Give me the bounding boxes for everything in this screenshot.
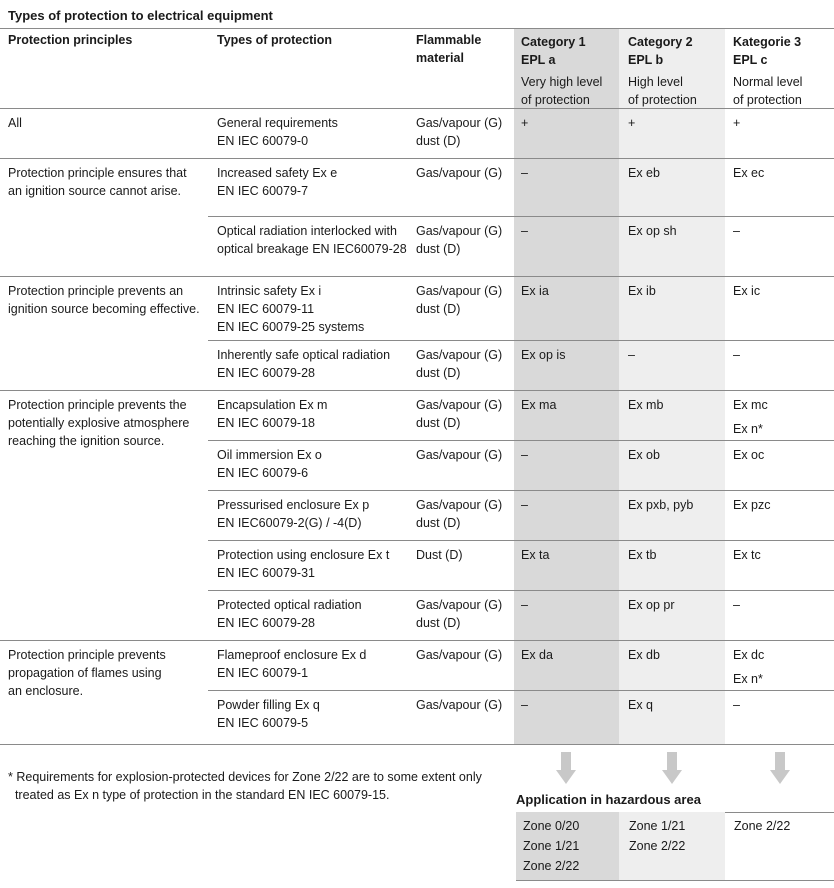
material-cell [416, 446, 502, 464]
category-2-cell [628, 696, 653, 714]
category-2-column-bg [619, 28, 725, 744]
material-cell-line: Gas/vapour (G) [416, 284, 503, 298]
protection-type-cell-line: EN IEC 60079-7 [217, 184, 309, 198]
category-1-cell-line: – [521, 224, 528, 238]
category-3-cell [733, 646, 764, 664]
row-divider [208, 340, 834, 341]
category-1-cell-line: – [521, 698, 528, 712]
principle-cell-line: Protection principle prevents an [8, 284, 184, 298]
header-category-1 [521, 33, 586, 69]
category-1-cell-line: Ex ta [521, 548, 550, 562]
category-2-cell [628, 546, 657, 564]
category-2-cell-line: Ex db [628, 648, 660, 662]
principle-cell-line: reaching the ignition source. [8, 434, 165, 448]
zone-label: Zone 2/22 [734, 819, 791, 833]
protection-type-cell-line: EN IEC 60079-11 [217, 302, 315, 316]
row-divider [0, 108, 834, 109]
protection-type-cell [217, 546, 389, 582]
category-1-cell [521, 496, 528, 514]
category-3-cell [733, 696, 740, 714]
category-3-cell-line: – [733, 224, 740, 238]
protection-type-cell-line: Protection using enclosure Ex t [217, 548, 390, 562]
category-2-cell-line: Ex op sh [628, 224, 677, 238]
category-3-cell-line: Ex ic [733, 284, 761, 298]
category-1-cell [521, 596, 528, 614]
principle-cell [8, 396, 189, 450]
material-cell-line: dust (D) [416, 616, 461, 630]
category-1-cell-line: Ex op is [521, 348, 566, 362]
row-divider [208, 540, 834, 541]
protection-type-cell [217, 282, 364, 336]
row-divider [0, 158, 834, 159]
protection-type-cell-line: EN IEC 60079-5 [217, 716, 309, 730]
material-cell [416, 546, 463, 564]
protection-type-cell-line: Intrinsic safety Ex i [217, 284, 322, 298]
principle-cell-line: ignition source becoming effective. [8, 302, 200, 316]
category-3-cell-line: – [733, 348, 740, 362]
divider [516, 880, 834, 881]
footnote-line: * Requirements for explosion-protected devices for Zone 2/22 are to some extent only [8, 770, 482, 784]
category-3-cell [733, 546, 761, 564]
material-cell [416, 164, 502, 182]
material-cell-line: Gas/vapour (G) [416, 698, 503, 712]
category-3-cell [733, 222, 740, 240]
category-1-cell [521, 222, 528, 240]
zone-label: Zone 2/22 [629, 839, 686, 853]
category-1-cell [521, 646, 553, 664]
principle-cell-line: propagation of flames using [8, 666, 162, 680]
category-3-cell [733, 164, 764, 182]
category-3-cell-line: Ex oc [733, 448, 765, 462]
material-cell-line: Dust (D) [416, 548, 463, 562]
header-types [217, 31, 332, 49]
table-title: Types of protection to electrical equipment [8, 8, 273, 23]
category-2-cell [628, 222, 677, 240]
category-1-cell [521, 696, 528, 714]
protection-type-cell-line: optical breakage EN IEC60079-28 [217, 242, 407, 256]
protection-type-cell [217, 114, 338, 150]
category-3-cell [733, 670, 763, 688]
header-flammable [416, 31, 481, 67]
category-2-cell [628, 282, 656, 300]
protection-type-cell-line: Oil immersion Ex o [217, 448, 322, 462]
header-category-2-desc-line: of protection [628, 93, 697, 107]
protection-type-cell-line: General requirements [217, 116, 338, 130]
principle-cell-line: Protection principle ensures that [8, 166, 187, 180]
category-1-cell [521, 164, 528, 182]
material-cell [416, 646, 502, 664]
protection-type-cell-line: EN IEC 60079-31 [217, 566, 315, 580]
protection-type-cell [217, 164, 337, 200]
protection-type-cell-line: EN IEC 60079-28 [217, 366, 315, 380]
category-2-cell-line: Ex pxb, pyb [628, 498, 694, 512]
zone-label: Zone 1/21 [629, 819, 686, 833]
header-category-3-desc-line: Normal level [733, 75, 803, 89]
category-3-cell-line: Ex pzc [733, 498, 771, 512]
category-2-cell [628, 114, 635, 132]
material-cell-line: dust (D) [416, 242, 461, 256]
header-category-1-line: Category 1 [521, 35, 586, 49]
principle-cell [8, 282, 200, 318]
row-divider [208, 216, 834, 217]
header-category-2-line: Category 2 [628, 35, 693, 49]
header-category-2 [628, 33, 693, 69]
material-cell-line: dust (D) [416, 302, 461, 316]
material-cell [416, 496, 502, 532]
protection-type-cell [217, 222, 407, 258]
header-category-3-line: EPL c [733, 53, 768, 67]
protection-type-cell-line: Inherently safe optical radiation [217, 348, 391, 362]
row-divider [0, 28, 834, 29]
material-cell [416, 114, 502, 150]
header-flammable-line: material [416, 51, 464, 65]
application-title: Application in hazardous area [516, 792, 701, 807]
protection-type-cell [217, 346, 390, 382]
header-principles-line: Protection principles [8, 33, 133, 47]
principle-cell [8, 646, 166, 700]
down-arrow-icon [556, 752, 576, 786]
category-2-cell-line: Ex ob [628, 448, 660, 462]
header-category-1-desc-line: Very high level [521, 75, 603, 89]
category-1-cell [521, 396, 556, 414]
row-divider [0, 744, 834, 745]
protection-type-cell-line: Powder filling Ex q [217, 698, 320, 712]
category-1-cell-line: + [521, 116, 529, 130]
category-1-cell [521, 446, 528, 464]
material-cell-line: dust (D) [416, 516, 461, 530]
protection-type-cell-line: Increased safety Ex e [217, 166, 338, 180]
category-2-cell [628, 596, 675, 614]
protection-type-cell [217, 446, 322, 482]
category-2-cell [628, 164, 660, 182]
principle-cell-line: an ignition source cannot arise. [8, 184, 182, 198]
category-1-column-bg [514, 28, 619, 744]
category-3-cell [733, 446, 764, 464]
category-3-cell [733, 396, 768, 414]
category-1-cell-line: – [521, 166, 528, 180]
category-2-cell-line: Ex q [628, 698, 654, 712]
header-category-2-desc-line: High level [628, 75, 683, 89]
category-2-cell-line: Ex eb [628, 166, 660, 180]
material-cell-line: dust (D) [416, 134, 461, 148]
zone-cell [629, 816, 685, 856]
protection-type-cell-line: EN IEC 60079-18 [217, 416, 315, 430]
category-2-cell-line: Ex tb [628, 548, 657, 562]
row-divider [0, 276, 834, 277]
principle-cell-line: Protection principle prevents the [8, 398, 187, 412]
footnote [8, 768, 482, 804]
material-cell-line: dust (D) [416, 416, 461, 430]
protection-type-cell-line: EN IEC 60079-28 [217, 616, 315, 630]
category-3-cell-line: + [733, 116, 741, 130]
protection-type-cell [217, 646, 366, 682]
protection-type-cell-line: EN IEC 60079-25 systems [217, 320, 365, 334]
category-1-cell-line: Ex da [521, 648, 553, 662]
category-2-cell [628, 496, 693, 514]
category-1-cell-line: Ex ma [521, 398, 557, 412]
row-divider [208, 690, 834, 691]
row-divider [0, 640, 834, 641]
material-cell-line: Gas/vapour (G) [416, 398, 503, 412]
category-1-cell [521, 114, 528, 132]
category-3-cell-line: Ex ec [733, 166, 765, 180]
category-3-cell-line: – [733, 698, 740, 712]
material-cell [416, 696, 502, 714]
principle-cell [8, 164, 187, 200]
category-3-cell-line: Ex n* [733, 422, 763, 436]
header-category-3 [733, 33, 801, 69]
material-cell-line: Gas/vapour (G) [416, 598, 503, 612]
material-cell [416, 596, 502, 632]
category-2-cell [628, 346, 635, 364]
protection-type-cell-line: EN IEC60079-2(G) / -4(D) [217, 516, 362, 530]
category-1-cell-line: – [521, 448, 528, 462]
category-2-cell-line: Ex op pr [628, 598, 675, 612]
row-divider [208, 440, 834, 441]
down-arrow-icon [770, 752, 790, 786]
category-2-cell-line: Ex mb [628, 398, 664, 412]
zone-label: Zone 0/20 [523, 819, 580, 833]
category-3-cell [733, 282, 760, 300]
protection-type-cell-line: EN IEC 60079-1 [217, 666, 309, 680]
material-cell [416, 222, 502, 258]
category-2-cell [628, 646, 660, 664]
down-arrow-icon [662, 752, 682, 786]
principle-cell-line: potentially explosive atmosphere [8, 416, 190, 430]
zone-cell [734, 816, 790, 836]
principle-cell [8, 114, 22, 132]
protection-type-cell-line: Protected optical radiation [217, 598, 362, 612]
footnote-line: treated as Ex n type of protection in the standard EN IEC 60079-15. [8, 788, 390, 802]
category-1-cell-line: – [521, 598, 528, 612]
category-2-cell-line: – [628, 348, 635, 362]
material-cell-line: Gas/vapour (G) [416, 116, 503, 130]
header-category-3-line: Kategorie 3 [733, 35, 802, 49]
category-3-cell [733, 114, 740, 132]
row-divider [208, 490, 834, 491]
material-cell [416, 346, 502, 382]
row-divider [208, 590, 834, 591]
category-1-cell [521, 282, 549, 300]
protection-type-cell-line: EN IEC 60079-6 [217, 466, 309, 480]
category-1-cell [521, 346, 565, 364]
material-cell [416, 282, 502, 318]
principle-cell-line: All [8, 116, 22, 130]
header-principles [8, 31, 132, 49]
protection-type-cell [217, 396, 327, 432]
category-3-cell [733, 496, 771, 514]
category-2-cell-line: + [628, 116, 636, 130]
row-divider [0, 390, 834, 391]
category-1-cell [521, 546, 550, 564]
principle-cell-line: Protection principle prevents [8, 648, 166, 662]
header-flammable-line: Flammable [416, 33, 482, 47]
material-cell-line: Gas/vapour (G) [416, 648, 503, 662]
header-category-2-line: EPL b [628, 53, 664, 67]
zone-cell [523, 816, 579, 876]
protection-type-cell-line: Optical radiation interlocked with [217, 224, 397, 238]
category-3-cell [733, 420, 763, 438]
category-2-cell [628, 396, 663, 414]
category-3-cell-line: Ex mc [733, 398, 768, 412]
protection-type-cell-line: Encapsulation Ex m [217, 398, 328, 412]
material-cell-line: Gas/vapour (G) [416, 166, 503, 180]
category-1-cell-line: – [521, 498, 528, 512]
protection-type-cell-line: EN IEC 60079-0 [217, 134, 309, 148]
material-cell-line: Gas/vapour (G) [416, 448, 503, 462]
zone-label: Zone 2/22 [523, 859, 580, 873]
principle-cell-line: an enclosure. [8, 684, 84, 698]
zone-label: Zone 1/21 [523, 839, 580, 853]
header-category-1-line: EPL a [521, 53, 556, 67]
category-3-cell [733, 596, 740, 614]
header-category-3-desc-line: of protection [733, 93, 802, 107]
protection-type-cell [217, 696, 320, 732]
header-category-1-desc-line: of protection [521, 93, 590, 107]
header-types-line: Types of protection [217, 33, 333, 47]
category-1-cell-line: Ex ia [521, 284, 549, 298]
material-cell-line: Gas/vapour (G) [416, 224, 503, 238]
category-3-cell-line: – [733, 598, 740, 612]
protection-type-cell [217, 596, 362, 632]
material-cell-line: Gas/vapour (G) [416, 498, 503, 512]
material-cell-line: dust (D) [416, 366, 461, 380]
material-cell [416, 396, 502, 432]
category-2-cell [628, 446, 660, 464]
material-cell-line: Gas/vapour (G) [416, 348, 503, 362]
protection-type-cell [217, 496, 369, 532]
category-3-cell-line: Ex n* [733, 672, 763, 686]
category-3-cell [733, 346, 740, 364]
header-category-3-desc [733, 73, 802, 109]
category-3-cell-line: Ex tc [733, 548, 761, 562]
header-category-2-desc [628, 73, 697, 109]
category-2-cell-line: Ex ib [628, 284, 656, 298]
protection-type-cell-line: Pressurised enclosure Ex p [217, 498, 370, 512]
protection-type-cell-line: Flameproof enclosure Ex d [217, 648, 367, 662]
header-category-1-desc [521, 73, 602, 109]
category-3-cell-line: Ex dc [733, 648, 765, 662]
